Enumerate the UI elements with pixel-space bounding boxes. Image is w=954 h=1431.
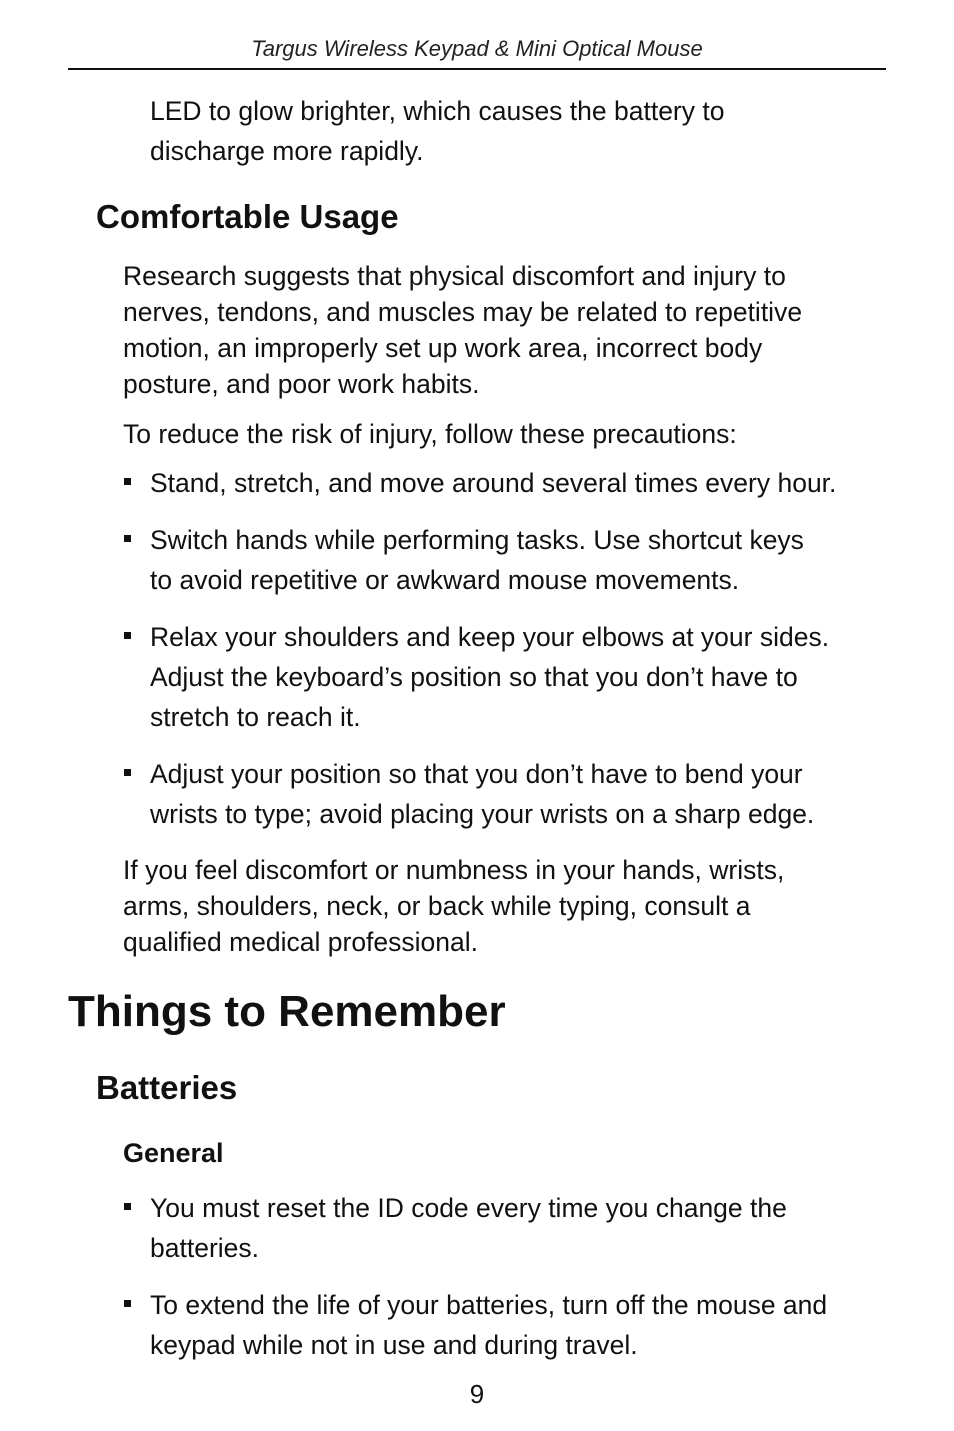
list-item-line: Switch hands while performing tasks. Use shortcut keys (150, 525, 804, 555)
bullet-marker (124, 632, 131, 639)
paragraph-line: motion, an improperly set up work area, incorrect body (123, 333, 763, 363)
paragraph-line: If you feel discomfort or numbness in your hands, wrists, (123, 855, 785, 885)
batteries-heading: Batteries (96, 1069, 238, 1106)
comfortable-usage-paragraph-1 (123, 258, 802, 402)
precaution-item (150, 617, 829, 737)
intro-line: LED to glow brighter, which causes the battery to (150, 96, 725, 126)
page-number: 9 (469, 1379, 485, 1409)
bullet-marker (124, 1203, 131, 1210)
paragraph-line: arms, shoulders, neck, or back while typing, consult a (123, 891, 751, 921)
battery-tip-item (150, 1285, 827, 1365)
list-item-line: Relax your shoulders and keep your elbows at your sides. (150, 622, 830, 652)
precaution-item (150, 754, 814, 834)
things-to-remember-heading: Things to Remember (68, 987, 506, 1036)
running-header: Targus Wireless Keypad & Mini Optical Mouse (251, 36, 703, 61)
precaution-item (150, 520, 804, 600)
precaution-item (150, 463, 836, 503)
list-item-line: keypad while not in use and during travel. (150, 1330, 638, 1360)
comfortable-usage-paragraph-3 (123, 852, 784, 960)
intro-line: discharge more rapidly. (150, 136, 424, 166)
list-item-line: You must reset the ID code every time you change the (150, 1193, 787, 1223)
list-item-line: wrists to type; avoid placing your wrists on a sharp edge. (150, 799, 815, 829)
paragraph-line: qualified medical professional. (123, 927, 479, 957)
bullet-marker (124, 478, 131, 485)
battery-tip-item (150, 1188, 787, 1268)
general-heading: General (123, 1138, 224, 1168)
list-item-line: stretch to reach it. (150, 702, 361, 732)
list-item-line: to avoid repetitive or awkward mouse movements. (150, 565, 740, 595)
bullet-marker (124, 1300, 131, 1307)
comfortable-usage-heading: Comfortable Usage (96, 198, 399, 235)
bullet-marker (124, 535, 131, 542)
list-item-line: To extend the life of your batteries, turn off the mouse and (150, 1290, 828, 1320)
bullet-marker (124, 769, 131, 776)
header-rule (68, 68, 886, 70)
paragraph-line: posture, and poor work habits. (123, 369, 480, 399)
list-item-line: Adjust the keyboard’s position so that you don’t have to (150, 662, 798, 692)
list-item-line: Adjust your position so that you don’t have to bend your (150, 759, 803, 789)
paragraph-line: nerves, tendons, and muscles may be related to repetitive (123, 297, 803, 327)
list-item-line: Stand, stretch, and move around several times every hour. (150, 468, 837, 498)
paragraph-line: Research suggests that physical discomfort and injury to (123, 261, 786, 291)
list-item-line: batteries. (150, 1233, 260, 1263)
intro-paragraph (150, 91, 724, 171)
comfortable-usage-paragraph-2: To reduce the risk of injury, follow these precautions: (123, 419, 737, 449)
